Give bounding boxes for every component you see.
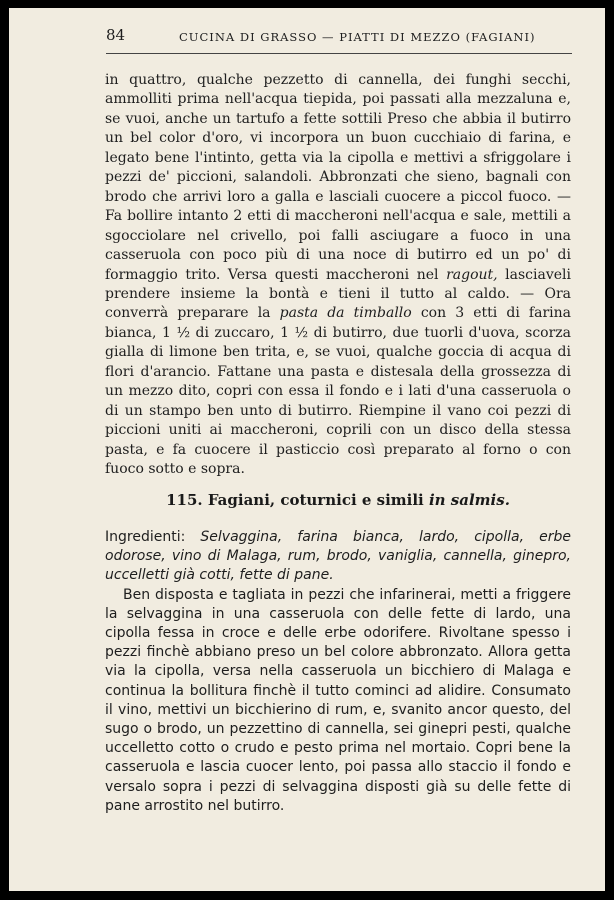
method-paragraph: Ben disposta e tagliata in pezzi che infarinerai, metti a friggere la selvaggina in una casseruola con delle fette di lardo, una cipolla fessa in croce e delle erbe odorifere. Rivoltane spesso i pezzi finchè abbiano preso un bel colore abbronzato. Allora getta via la cipolla, versa nella casseruola un bicchiero di Malaga e continua la bollitura finchè il tutto cominci ad alidire. Consumato il vino, mettivi un bicchierino di rum, e, svanito ancor questo, del sugo o brodo, un pezzettino di cannella, sei ginepri pesti, qualche uccelletto cotto o crudo e pesto prima nel mortaio. Copri bene la casseruola e lascia cuocer lento, poi passa allo staccio il fondo e versalo sopra i pezzi di selvaggina disposti già su delle fette di pane arrostito nel butirro. [105, 586, 571, 814]
recipe-body [105, 528, 571, 816]
page-header [106, 23, 572, 54]
continued-paragraph [105, 71, 571, 480]
text-run: in quattro, qualche pezzetto di cannella, dei funghi secchi, ammolliti prima nell'acqua tiepida, poi passati alla mezzaluna e, se vuoi, anche un tartufo a fette sottili Preso che abbia il butirro un bel color d'oro, vi incorpora un buon cucchiaio di farina, e legato bene l'intinto, getta via la cipolla e mettivi a sfriggolare i pezzi de' piccioni, salandoli. Abbronzati che sieno, bagnali con brodo che arrivi loro a galla e lasciali cuocere a piccol fuoco. — Fa bollire intanto 2 etti di maccheroni nell'acqua e sale, mettili a sgocciolare nel crivello, poi falli asciugare a fuoco in una casseruola con poco più di una noce di butirro ed un po' di formaggio trito. Versa questi maccheroni nel [105, 72, 571, 283]
ingredients-list: Selvaggina, farina bianca, lardo, cipolla, erbe odorose, vino di Malaga, rum, brodo, vaniglia, cannella, ginepro, uccelletti già cotti, fette di pane. [105, 529, 571, 584]
italic-term: ragout, [446, 266, 498, 283]
book-page [9, 8, 605, 891]
recipe-title-main: 115. Fagiani, coturnici e simili [166, 491, 424, 509]
recipe-title-italic: in salmis. [428, 491, 510, 509]
ingredients-paragraph [105, 528, 571, 586]
running-head: CUCINA DI GRASSO — PIATTI DI MEZZO (FAGIANI) [179, 30, 536, 44]
continued-recipe-text [105, 71, 571, 480]
italic-term: pasta da timballo [279, 305, 412, 322]
page-number: 84 [106, 26, 126, 44]
recipe-title [105, 491, 571, 509]
text-run: lasciaveli prendere insieme la bontà e tieni il tutto al caldo. — Ora converrà preparare la [105, 266, 571, 322]
ingredients-label: Ingredienti: [105, 529, 186, 545]
text-run: con 3 etti di farina bianca, 1 ½ di zuccaro, 1 ½ di butirro, due tuorli d'uova, scorza gialla di limone ben trita, e, se vuoi, qualche goccia di acqua di flori d'arancio. Fattane una pasta e distesala della grossezza di un mezzo dito, copri con essa il fondo e i lati d'una casseruola o di un stampo ben unto di butirro. Riempine il vano coi pezzi di piccioni uniti ai maccheroni, coprili con un disco della stessa pasta, e fa cuocere il pasticcio così preparato al forno o con fuoco sotto e sopra. [105, 305, 571, 478]
